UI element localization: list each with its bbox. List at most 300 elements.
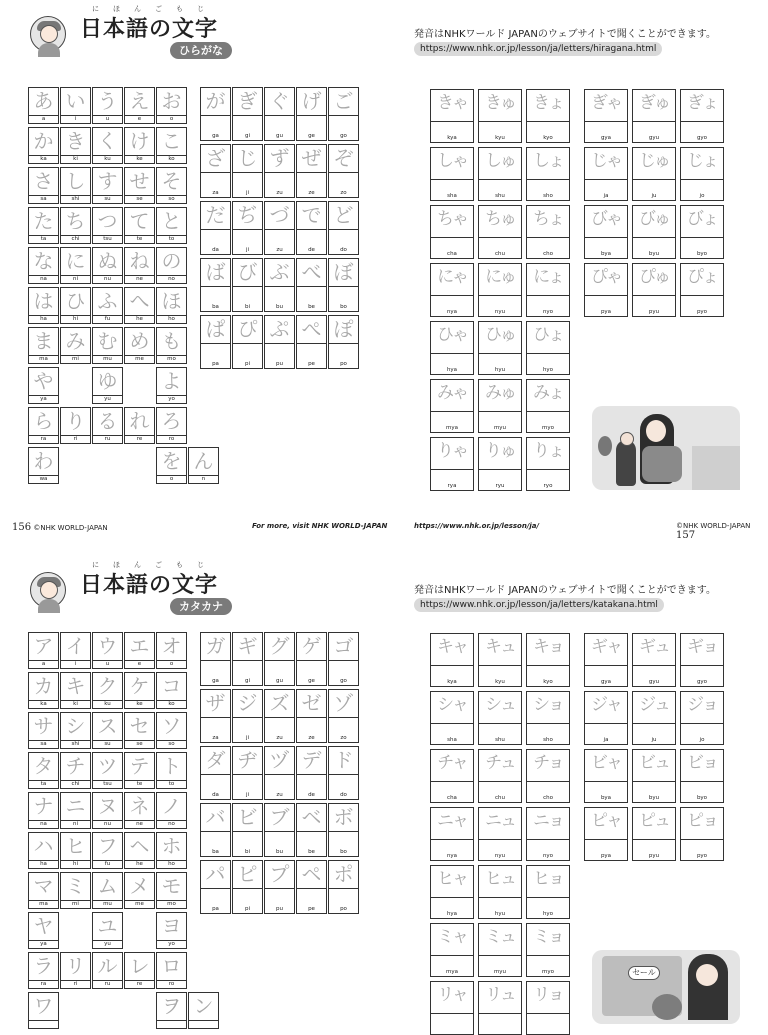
kana-character: シャ [437, 695, 467, 715]
romaji-label: hyo [542, 367, 554, 373]
kana-character: ビャ [591, 753, 621, 773]
romaji-label: de [308, 792, 315, 798]
kana-cell [28, 247, 59, 284]
kana-cell [232, 632, 263, 686]
kana-character: け [129, 129, 150, 153]
sale-sign: セール [628, 966, 660, 980]
kana-character: ノ [161, 794, 182, 818]
romaji-label: hi [72, 316, 78, 322]
empty-cell [124, 992, 155, 1029]
kana-cell [60, 752, 91, 789]
romaji-label: i [74, 116, 77, 122]
kana-character: ナ [33, 794, 54, 818]
kana-character: にょ [533, 267, 563, 287]
kana-cell [60, 127, 91, 164]
kana-character: む [97, 329, 118, 353]
kana-character: べ [301, 260, 322, 284]
kana-cell [156, 672, 187, 709]
kana-cell [328, 746, 359, 800]
romaji-label: su [104, 196, 111, 202]
kana-cell [632, 263, 676, 317]
romaji-label: o [169, 476, 174, 482]
dakuten-kana-grid [200, 632, 359, 914]
romaji-label: ga [212, 678, 219, 684]
kana-cell [124, 752, 155, 789]
romaji-label: ta [40, 781, 47, 787]
title-ruby: にほんごもじ [92, 5, 218, 13]
kana-character: の [161, 249, 182, 273]
kana-cell [60, 712, 91, 749]
kana-character: て [129, 209, 150, 233]
empty-cell [60, 367, 91, 404]
kana-character: タ [33, 754, 54, 778]
romaji-label: pe [308, 906, 315, 912]
kana-cell [430, 749, 474, 803]
kana-cell [478, 807, 522, 861]
kana-cell [264, 201, 295, 255]
kana-cell [296, 803, 327, 857]
kana-cell [232, 803, 263, 857]
kana-character: じゅ [639, 151, 669, 171]
romaji-label: hi [72, 861, 78, 867]
romaji-label: gi [244, 678, 251, 684]
kana-character: え [129, 89, 150, 113]
kana-cell [430, 263, 474, 317]
romaji-label: ku [104, 156, 111, 162]
romaji-label: bi [244, 304, 251, 310]
basic-kana-grid [28, 632, 219, 1029]
kana-character: ぜ [301, 146, 322, 170]
empty-cell [60, 992, 91, 1029]
kana-cell [124, 167, 155, 204]
romaji-label: da [212, 792, 219, 798]
romaji-label: sha [447, 193, 457, 199]
kana-character: ゴ [333, 634, 354, 658]
romaji-label: byu [648, 251, 660, 257]
kana-character: ぢ [237, 203, 258, 227]
kana-character: リョ [533, 985, 563, 1005]
kana-cell [156, 407, 187, 444]
kana-cell [526, 749, 570, 803]
romaji-label: shi [71, 741, 80, 747]
romaji-label: pu [276, 361, 283, 367]
kana-cell [92, 952, 123, 989]
kana-cell [478, 865, 522, 919]
romaji-label: ri [73, 981, 78, 987]
kana-character: ぴょ [687, 267, 717, 287]
kana-character: ピ [237, 862, 258, 886]
copyright-left: ©NHK WORLD-JAPAN [33, 524, 108, 532]
kana-cell [430, 321, 474, 375]
kana-cell [28, 752, 59, 789]
kana-cell [200, 803, 231, 857]
kana-cell [632, 147, 676, 201]
romaji-label: so [168, 741, 175, 747]
pronunciation-note: 発音はNHKワールド JAPANのウェブサイトで聞くことができます。 [414, 585, 716, 596]
romaji-label: do [340, 792, 347, 798]
kana-cell [92, 167, 123, 204]
kana-cell [478, 691, 522, 745]
kana-cell [584, 749, 628, 803]
kana-character: きゅ [485, 93, 515, 113]
kana-character: ズ [269, 691, 290, 715]
kana-cell [60, 247, 91, 284]
kana-cell [478, 437, 522, 491]
romaji-label: chi [71, 781, 80, 787]
romaji-label: se [136, 741, 143, 747]
kana-cell [680, 807, 724, 861]
romaji-label: nya [446, 853, 458, 859]
kana-cell [92, 872, 123, 909]
kana-character: へ [129, 289, 150, 313]
romaji-label: ro [168, 436, 175, 442]
kana-character: ざ [205, 146, 226, 170]
pronunciation-note: 発音はNHKワールド JAPANのウェブサイトで聞くことができます。 [414, 29, 716, 40]
romaji-label: ta [40, 236, 47, 242]
kana-cell [124, 247, 155, 284]
kana-character: ぱ [205, 317, 226, 341]
kana-cell [328, 803, 359, 857]
kana-cell [680, 263, 724, 317]
kana-character: ま [33, 329, 54, 353]
kana-character: ヒ [65, 834, 86, 858]
romaji-label: te [136, 781, 143, 787]
romaji-label: kyu [495, 135, 505, 141]
kana-cell [200, 689, 231, 743]
kana-cell [232, 860, 263, 914]
kana-cell [188, 992, 219, 1029]
kana-character: ヂ [237, 748, 258, 772]
kana-character: ド [333, 748, 354, 772]
romaji-label: ki [73, 701, 78, 707]
kana-cell [526, 865, 570, 919]
kana-cell [200, 632, 231, 686]
romaji-label: e [137, 116, 142, 122]
romaji-label: ju [651, 193, 657, 199]
romaji-label: gu [276, 678, 283, 684]
kana-character: みゃ [437, 383, 467, 403]
kana-character: オ [161, 634, 182, 658]
kana-character: し [65, 169, 86, 193]
kana-character: りゃ [437, 441, 467, 461]
kana-character: ピョ [687, 811, 717, 831]
kana-character: ヤ [33, 914, 54, 938]
romaji-label: gi [244, 133, 251, 139]
kana-character: ど [333, 203, 354, 227]
footer-url [414, 522, 539, 530]
kana-cell [526, 263, 570, 317]
romaji-label: me [135, 901, 144, 907]
romaji-label: mu [103, 356, 112, 362]
romaji-label: nyu [494, 853, 506, 859]
kana-character: ぴゅ [639, 267, 669, 287]
kana-cell [28, 672, 59, 709]
empty-cell [92, 447, 123, 484]
footer-visit-note [252, 522, 387, 530]
kana-character: キョ [533, 637, 563, 657]
teacher-avatar-icon [30, 572, 66, 608]
kana-cell [200, 746, 231, 800]
kana-character: び [237, 260, 258, 284]
kana-cell [526, 205, 570, 259]
footer-url-text[interactable]: https://www.nhk.or.jp/lesson/ja/ [414, 522, 540, 530]
romaji-label: bo [340, 849, 347, 855]
kana-cell [328, 632, 359, 686]
kana-cell [124, 407, 155, 444]
kana-cell [478, 633, 522, 687]
dakuten-kana-grid [200, 87, 359, 369]
kana-character: ハ [33, 834, 54, 858]
romaji-label: bo [340, 304, 347, 310]
kana-character: ケ [129, 674, 150, 698]
kana-cell [264, 803, 295, 857]
kana-cell [28, 912, 59, 949]
romaji-label: za [212, 735, 219, 741]
kana-cell [124, 327, 155, 364]
romaji-label: byo [696, 251, 708, 257]
kana-cell [124, 87, 155, 124]
kana-cell [156, 792, 187, 829]
page-number-left: 156 [12, 522, 32, 533]
lesson-url-link[interactable]: https://www.nhk.or.jp/lesson/ja/letters/hiragana.html [414, 42, 662, 56]
romaji-label: ni [72, 821, 78, 827]
kana-cell [430, 923, 474, 977]
kana-cell [232, 746, 263, 800]
kana-character: そ [161, 169, 182, 193]
romaji-label: ru [104, 436, 111, 442]
kana-cell [680, 89, 724, 143]
romaji-label: ji [245, 190, 250, 196]
romaji-label: ze [308, 190, 315, 196]
kana-character: ツ [97, 754, 118, 778]
romaji-label: bya [600, 795, 612, 801]
romaji-label: pyu [648, 309, 660, 315]
kana-character: フ [97, 834, 118, 858]
romaji-label: gyo [696, 679, 708, 685]
romaji-label: zu [276, 190, 283, 196]
kana-cell [60, 872, 91, 909]
kana-cell [156, 752, 187, 789]
romaji-label: ma [39, 901, 48, 907]
romaji-label: nu [104, 821, 111, 827]
romaji-label: ne [136, 821, 143, 827]
kana-character: ショ [533, 695, 563, 715]
romaji-label: ha [40, 316, 47, 322]
romaji-label: su [104, 741, 111, 747]
romaji-label: zu [276, 735, 283, 741]
kana-cell [296, 258, 327, 312]
kana-cell [156, 952, 187, 989]
kana-character: ラ [33, 954, 54, 978]
empty-cell [124, 912, 155, 949]
kana-character: ロ [161, 954, 182, 978]
kana-cell [328, 258, 359, 312]
romaji-label: sa [40, 741, 47, 747]
empty-cell [124, 447, 155, 484]
romaji-label: pu [276, 906, 283, 912]
romaji-label: ho [168, 861, 175, 867]
kana-character: ン [193, 994, 214, 1018]
kana-character: ぽ [333, 317, 354, 341]
kana-cell [478, 923, 522, 977]
kana-character: しゃ [437, 151, 467, 171]
romaji-label: cho [543, 251, 553, 257]
romaji-label: po [340, 361, 347, 367]
kana-cell [478, 749, 522, 803]
romaji-label: he [136, 861, 143, 867]
romaji-label: myu [493, 425, 507, 431]
romaji-label: gya [600, 135, 612, 141]
kana-cell [478, 321, 522, 375]
kana-character: よ [161, 369, 182, 393]
kana-cell [92, 87, 123, 124]
romaji-label: myu [493, 969, 507, 975]
kana-character: で [301, 203, 322, 227]
romaji-label: cho [543, 795, 553, 801]
romaji-label: gyu [648, 135, 660, 141]
kana-cell [632, 691, 676, 745]
kana-cell [430, 865, 474, 919]
romaji-label: nyo [542, 853, 554, 859]
kana-cell [60, 287, 91, 324]
kana-character: ヒャ [437, 869, 467, 889]
kana-character: う [97, 89, 118, 113]
kana-character: り [65, 409, 86, 433]
kana-character: ち [65, 209, 86, 233]
kana-cell [92, 367, 123, 404]
romaji-label: bu [276, 849, 283, 855]
kana-character: チャ [437, 753, 467, 773]
kana-cell [584, 89, 628, 143]
kana-character: じゃ [591, 151, 621, 171]
kana-character: す [97, 169, 118, 193]
kana-character: しゅ [485, 151, 515, 171]
kana-cell [232, 689, 263, 743]
kana-cell [28, 952, 59, 989]
lesson-url-link[interactable]: https://www.nhk.or.jp/lesson/ja/letters/katakana.html [414, 598, 664, 612]
kana-character: ゼ [301, 691, 322, 715]
kana-character: ぷ [269, 317, 290, 341]
page-title: 日本語の文字 [80, 16, 219, 42]
romaji-label: nyu [494, 309, 506, 315]
kana-cell [28, 872, 59, 909]
romaji-label: gyo [696, 135, 708, 141]
kana-character: た [33, 209, 54, 233]
romaji-label: yo [168, 396, 175, 402]
kana-cell [430, 89, 474, 143]
kana-cell [28, 792, 59, 829]
kana-character: さ [33, 169, 54, 193]
kana-cell [264, 860, 295, 914]
romaji-label: ja [603, 737, 609, 743]
romaji-label: ka [40, 701, 47, 707]
shopping-illustration [592, 950, 740, 1024]
kana-cell [124, 672, 155, 709]
kana-cell [296, 689, 327, 743]
romaji-label: be [308, 849, 315, 855]
romaji-label: e [137, 661, 142, 667]
kana-cell [124, 632, 155, 669]
kana-character: い [65, 89, 86, 113]
romaji-label: ra [40, 436, 47, 442]
kana-character: ゲ [301, 634, 322, 658]
kana-cell [264, 144, 295, 198]
kana-character: ヲ [161, 994, 182, 1018]
kana-character: ギョ [687, 637, 717, 657]
kana-cell [478, 263, 522, 317]
kana-character: ば [205, 260, 226, 284]
romaji-label: o [169, 116, 174, 122]
kana-cell [92, 792, 123, 829]
kana-character: ビ [237, 805, 258, 829]
kana-character: ヅ [269, 748, 290, 772]
kana-cell [188, 447, 219, 484]
kana-character: ず [269, 146, 290, 170]
kana-character: ム [97, 874, 118, 898]
kana-character: ソ [161, 714, 182, 738]
romaji-label: se [136, 196, 143, 202]
kana-cell [92, 752, 123, 789]
kana-character: ぼ [333, 260, 354, 284]
kana-cell [200, 201, 231, 255]
romaji-label: a [41, 661, 46, 667]
kana-character: コ [161, 674, 182, 698]
kana-character: イ [65, 634, 86, 658]
kana-cell [430, 379, 474, 433]
kana-character: ほ [161, 289, 182, 313]
kana-character: サ [33, 714, 54, 738]
kana-character: ア [33, 634, 54, 658]
romaji-label: jo [699, 737, 705, 743]
yoon-dakuten-kana-grid [584, 89, 724, 317]
kana-character: チョ [533, 753, 563, 773]
romaji-label: na [40, 276, 47, 282]
romaji-label: ra [40, 981, 47, 987]
romaji-label: ku [104, 701, 111, 707]
kana-character: リュ [485, 985, 515, 1005]
romaji-label: mya [446, 969, 458, 975]
romaji-label: ha [40, 861, 47, 867]
romaji-label: ro [168, 981, 175, 987]
kana-character: ト [161, 754, 182, 778]
kana-cell [478, 89, 522, 143]
romaji-label: go [340, 133, 347, 139]
romaji-label: kyu [495, 679, 505, 685]
teacher-avatar-icon [30, 16, 66, 52]
kana-cell [60, 87, 91, 124]
romaji-label: wa [39, 476, 48, 482]
kana-cell [296, 144, 327, 198]
romaji-label: tsu [103, 781, 112, 787]
romaji-label: zo [340, 735, 347, 741]
kana-cell [156, 207, 187, 244]
romaji-label: ze [308, 735, 315, 741]
kana-cell [430, 633, 474, 687]
kana-cell [584, 147, 628, 201]
romaji-label: pyu [648, 853, 660, 859]
kana-character: を [161, 449, 182, 473]
kana-cell [124, 287, 155, 324]
kana-cell [632, 89, 676, 143]
kana-character: せ [129, 169, 150, 193]
kana-character: ザ [205, 691, 226, 715]
kana-character: マ [33, 874, 54, 898]
kana-cell [156, 712, 187, 749]
kana-cell [526, 321, 570, 375]
kana-cell [478, 379, 522, 433]
kana-cell [60, 632, 91, 669]
kana-character: ワ [33, 994, 54, 1018]
